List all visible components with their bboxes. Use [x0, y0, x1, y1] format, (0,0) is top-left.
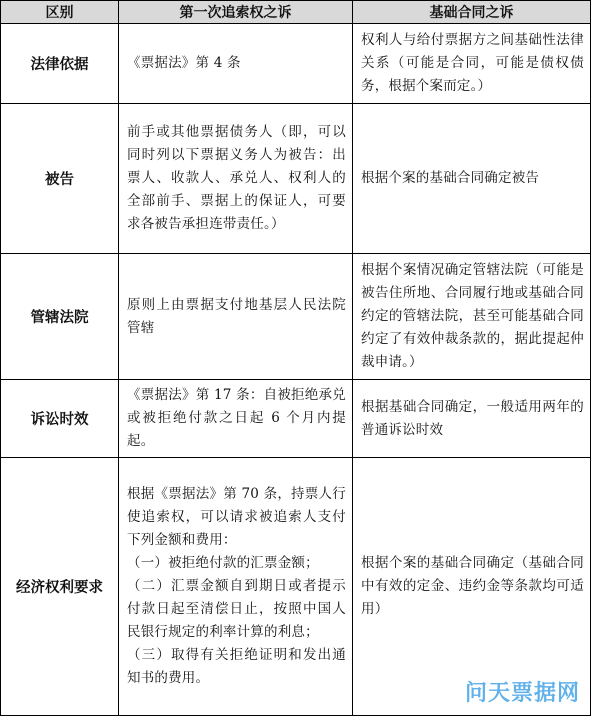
- basic-contract-cell: [353, 104, 591, 254]
- row-label: 被告: [1, 104, 119, 254]
- cell-text: 原则上由票据支付地基层人民法院管辖: [127, 296, 346, 336]
- list-item: （一）被拒绝付款的汇票金额；: [127, 555, 319, 571]
- first-recourse-cell: [119, 24, 353, 104]
- table-row: [1, 380, 591, 458]
- row-label: 管辖法院: [1, 254, 119, 380]
- basic-contract-cell: [353, 380, 591, 458]
- row-label: 法律依据: [1, 24, 119, 104]
- cell-text: 根据基础合同确定，一般适用两年的普通诉讼时效: [361, 398, 584, 438]
- cell-text: 根据《票据法》第 70 条，持票人行使追索权，可以请求被追索人支付下列金额和费用：: [127, 486, 346, 548]
- table-row: [1, 104, 591, 254]
- cell-text: 根据个案的基础合同确定被告: [361, 170, 540, 186]
- row-label: 经济权利要求: [1, 458, 119, 716]
- table-row: [1, 254, 591, 380]
- header-col-first-recourse: 第一次追索权之诉: [119, 1, 353, 24]
- header-col-distinction: 区别: [1, 1, 119, 24]
- first-recourse-cell: [119, 104, 353, 254]
- table-header-row: [1, 1, 591, 24]
- first-recourse-cell: [119, 254, 353, 380]
- first-recourse-cell: [119, 458, 353, 716]
- first-recourse-cell: [119, 380, 353, 458]
- list-item: （二）汇票金额自到期日或者提示付款日起至清偿日止，按照中国人民银行规定的利率计算的利息；: [127, 578, 346, 640]
- cell-text: 根据个案情况确定管辖法院（可能是被告住所地、合同履行地或基础合同约定的管辖法院，甚至可能基础合同约定了有效仲裁条款的，据此提起仲裁申请。）: [361, 262, 584, 370]
- cell-text: 《票据法》第 4 条: [127, 55, 241, 71]
- row-label: 诉讼时效: [1, 380, 119, 458]
- cell-text: 《票据法》第 17 条：自被拒绝承兑或被拒绝付款之日起 6 个月内提起。: [127, 387, 346, 449]
- basic-contract-cell: [353, 254, 591, 380]
- cell-text: 前手或其他票据债务人（即，可以同时列以下票据义务人为被告：出票人、收款人、承兑人、权利人的全部前手、票据上的保证人，可要求各被告承担连带责任。）: [127, 124, 346, 232]
- header-col-basic-contract: 基础合同之诉: [353, 1, 591, 24]
- watermark-logo: 问天票据网: [464, 681, 580, 706]
- table-row: [1, 24, 591, 104]
- list-item: （三）取得有关拒绝证明和发出通知书的费用。: [127, 647, 346, 686]
- basic-contract-cell: [353, 24, 591, 104]
- cell-text: 权利人与给付票据方之间基础性法律关系（可能是合同，可能是债权债务，根据个案而定。）: [361, 32, 584, 94]
- cell-text: 根据个案的基础合同确定（基础合同中有效的定金、违约金等条款均可适用）: [361, 555, 584, 617]
